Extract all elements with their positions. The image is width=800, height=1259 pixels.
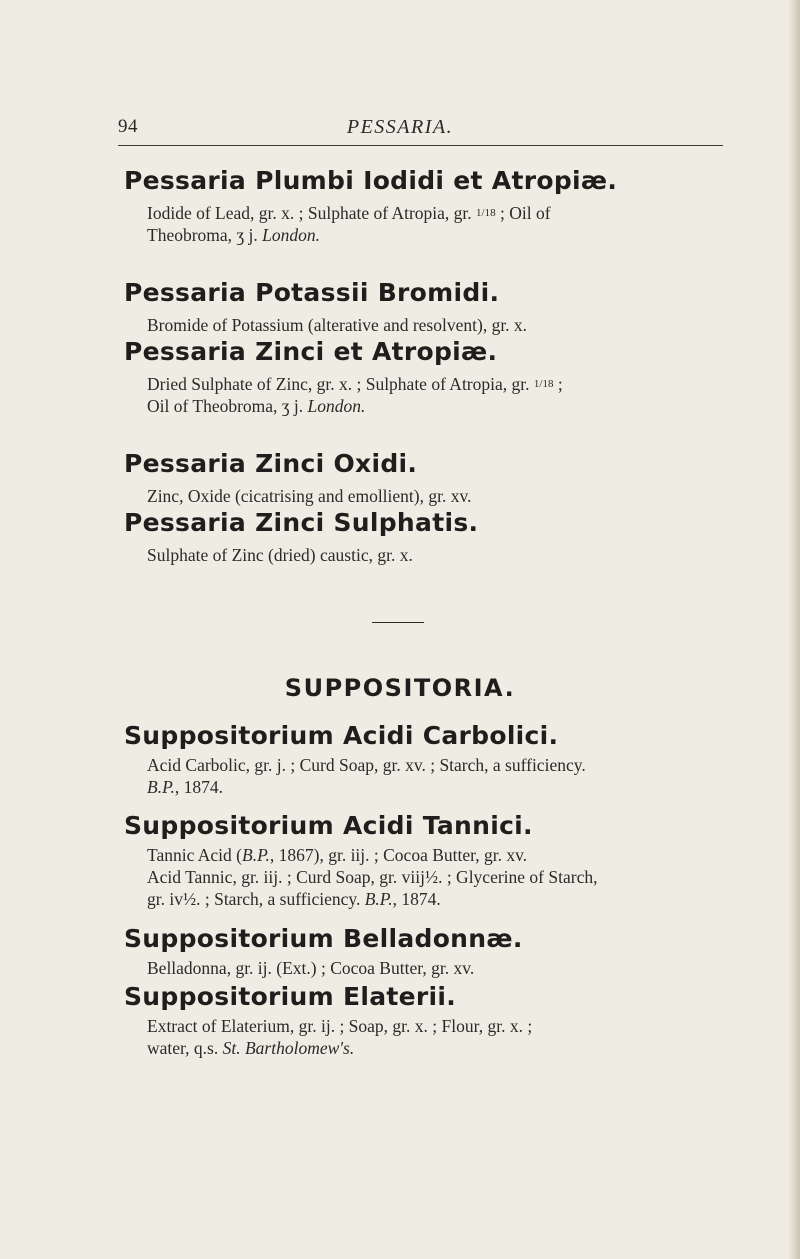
page-edge-shadow [788, 0, 800, 1259]
entry-pessaria-zinci-atropiae [124, 337, 734, 417]
entry-text: Extract of Elaterium, gr. ij. ; Soap, gr. x. ; Flour, gr. x. ; water, q.s. St. Bartholomew's. [147, 1016, 533, 1058]
entry-title: Suppositorium Belladonnæ. [124, 924, 523, 953]
entry-text: Sulphate of Zinc (dried) caustic, gr. x. [147, 545, 413, 565]
entry-pessaria-zinci-sulphatis [124, 508, 734, 566]
entry-title: Suppositorium Acidi Carbolici. [124, 721, 559, 750]
entry-title: Pessaria Zinci et Atropiæ. [124, 337, 498, 366]
entry-suppositorium-tannici [124, 811, 734, 910]
entry-text: Belladonna, gr. ij. (Ext.) ; Cocoa Butter, gr. xv. [147, 958, 475, 978]
entry-pessaria-zinci-oxidi [124, 449, 734, 507]
entry-text: Dried Sulphate of Zinc, gr. x. ; Sulphate of Atropia, gr. 1/18 ; Oil of Theobroma, ʒ j. London. [147, 374, 563, 416]
entry-text: Iodide of Lead, gr. x. ; Sulphate of Atropia, gr. 1/18 ; Oil of Theobroma, ʒ j. London. [147, 203, 551, 245]
source-note: St. Bartholomew's. [222, 1038, 355, 1058]
header-rule [118, 145, 723, 146]
entry-title: Pessaria Plumbi Iodidi et Atropiæ. [124, 166, 618, 195]
entry-text: Bromide of Potassium (alterative and resolvent), gr. x. [147, 315, 528, 335]
entry-title: Pessaria Zinci Oxidi. [124, 449, 418, 478]
entry-title: Suppositorium Acidi Tannici. [124, 811, 533, 840]
entry-pessaria-plumbi [124, 166, 734, 246]
entry-text: Zinc, Oxide (cicatrising and emollient), gr. xv. [147, 486, 472, 506]
running-head [0, 112, 800, 142]
entry-pessaria-potassii [124, 278, 734, 336]
page-number: 94 [118, 116, 138, 137]
entry-suppositorium-carbolici [124, 721, 734, 798]
entry-text: Tannic Acid (B.P., 1867), gr. iij. ; Cocoa Butter, gr. xv. Acid Tannic, gr. iij. ; Curd Soap, gr. viij½. ; Glycerine of Starch, gr. iv½. ; Starch, a sufficiency. B.P., 1874. [147, 845, 598, 909]
section-heading: SUPPOSITORIA. [284, 674, 516, 702]
entry-title: Suppositorium Elaterii. [124, 982, 457, 1011]
running-title: PESSARIA. [346, 116, 454, 138]
entry-title: Pessaria Zinci Sulphatis. [124, 508, 479, 537]
entry-title: Pessaria Potassii Bromidi. [124, 278, 500, 307]
entry-suppositorium-elaterii [124, 982, 734, 1059]
entry-text: Acid Carbolic, gr. j. ; Curd Soap, gr. xv. ; Starch, a sufficiency. B.P., 1874. [147, 755, 586, 797]
source-note: London. [262, 225, 321, 245]
source-note: London. [307, 396, 366, 416]
entry-suppositorium-belladonnae [124, 924, 734, 979]
section-divider [372, 622, 424, 623]
